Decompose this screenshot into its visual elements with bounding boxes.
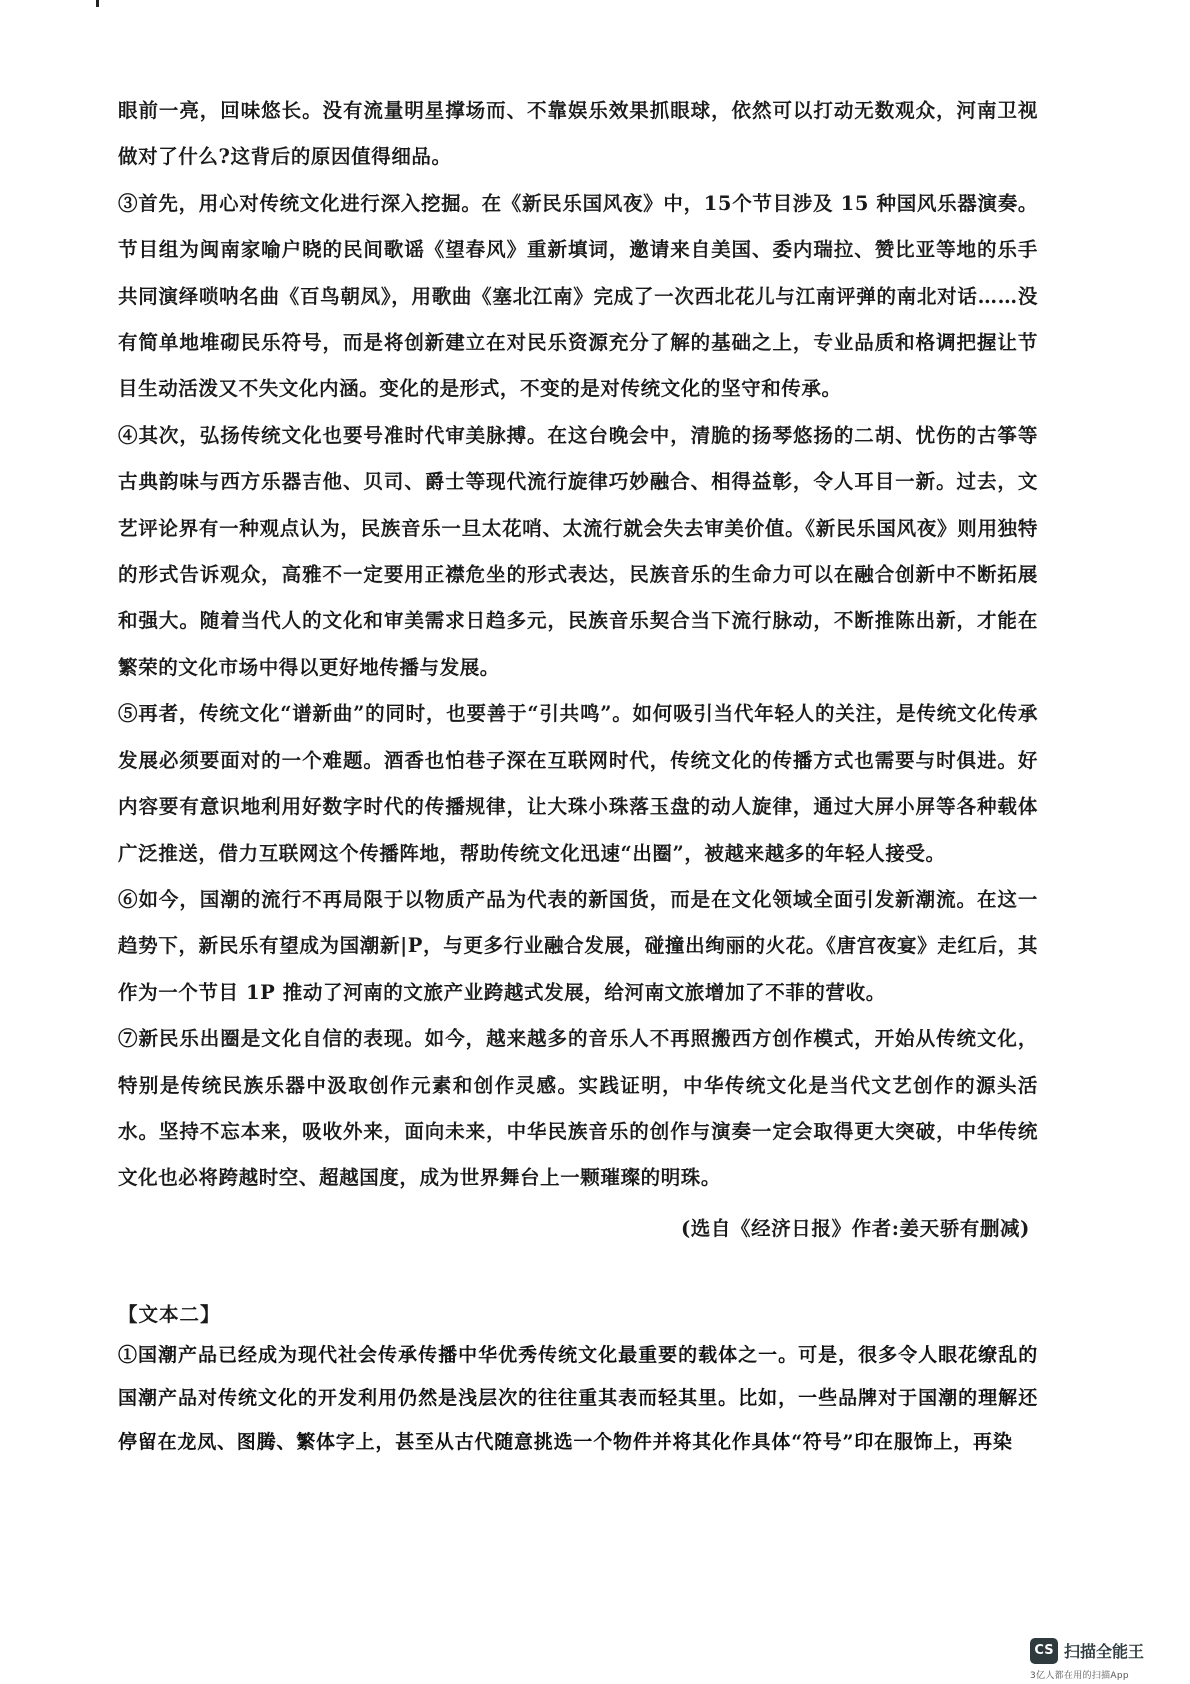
document-page <box>118 88 1038 1464</box>
paragraph-3: ③首先，用心对传统文化进行深入挖掘。在《新民乐国风夜》中，15个节目涉及 15 种国风乐器演奏。节目组为闽南家喻户晓的民间歌谣《望春风》重新填词，邀请来自美国、委内瑞拉、赞比亚等地的乐手共同演绎唢呐名曲《百鸟朝凤》，用歌曲《塞北江南》完成了一次西北花儿与江南评弹的南北对话……没有简单地堆砌民乐符号，而是将创新建立在对民乐资源充分了解的基础之上，专业品质和格调把握让节目生动活泼又不失文化内涵。变化的是形式，不变的是对传统文化的坚守和传承。 <box>118 191 1038 401</box>
watermark-app-name: 扫描全能王 <box>1064 1642 1145 1661</box>
paragraph-intro-continued: 眼前一亮，回味悠长。没有流量明星撑场而、不靠娱乐效果抓眼球，依然可以打动无数观众，河南卫视做对了什么?这背后的原因值得细品。 <box>118 99 1038 169</box>
paragraph-5: ⑤再者，传统文化“谱新曲”的同时，也要善于“引共鸣”。如何吸引当代年轻人的关注，是传统文化传承发展必须要面对的一个难题。酒香也怕巷子深在互联网时代，传统文化的传播方式也需要与时俱进。好内容要有意识地利用好数字时代的传播规律，让大珠小珠落玉盘的动人旋律，通过大屏小屏等各种载体广泛推送，借力互联网这个传播阵地，帮助传统文化迅速“出圈”，被越来越多的年轻人接受。 <box>118 702 1038 865</box>
watermark-tagline: 3亿人都在用的扫描App <box>1030 1671 1129 1681</box>
section-heading-text-two: 【文本二】 <box>118 1302 221 1326</box>
camscanner-logo-icon: CS <box>1030 1638 1058 1664</box>
paragraph-4: ④其次，弘扬传统文化也要号准时代审美脉搏。在这台晚会中，清脆的扬琴悠扬的二胡、忧伤的古筝等古典韵味与西方乐器吉他、贝司、爵士等现代流行旋律巧妙融合、相得益彰，令人耳目一新。过去，文艺评论界有一种观点认为，民族音乐一旦太花哨、太流行就会失去审美价值。《新民乐国风夜》则用独特的形式告诉观众，高雅不一定要用正襟危坐的形式表达，民族音乐的生命力可以在融合创新中不断拓展和强大。随着当代人的文化和审美需求日趋多元，民族音乐契合当下流行脉动，不断推陈出新，才能在繁荣的文化市场中得以更好地传播与发展。 <box>118 423 1038 679</box>
scan-corner-mark <box>96 0 99 7</box>
source-citation: (选自《经济日报》作者:姜天骄有删减) <box>680 1216 1030 1240</box>
scanner-watermark <box>1030 1638 1180 1681</box>
paragraph-6: ⑥如今，国潮的流行不再局限于以物质产品为代表的新国货，而是在文化领域全面引发新潮流。在这一趋势下，新民乐有望成为国潮新|P，与更多行业融合发展，碰撞出绚丽的火花。《唐宫夜宴》走红后，其作为一个节目 1P 推动了河南的文旅产业跨越式发展，给河南文旅增加了不菲的营收。 <box>118 887 1038 1004</box>
text-two-paragraph-1: ①国潮产品已经成为现代社会传承传播中华优秀传统文化最重要的载体之一。可是，很多令人眼花缭乱的国潮产品对传统文化的开发利用仍然是浅层次的往往重其表而轻其里。比如，一些品牌对于国潮的理解还停留在龙凤、图腾、繁体字上，甚至从古代随意挑选一个物件并将其化作具体“符号”印在服饰上，再染 <box>118 1343 1038 1453</box>
paragraph-7: ⑦新民乐出圈是文化自信的表现。如今，越来越多的音乐人不再照搬西方创作模式，开始从传统文化，特别是传统民族乐器中汲取创作元素和创作灵感。实践证明，中华传统文化是当代文艺创作的源头活水。坚持不忘本来，吸收外来，面向未来，中华民族音乐的创作与演奏一定会取得更大突破，中华传统文化也必将跨越时空、超越国度，成为世界舞台上一颗璀璨的明珠。 <box>118 1027 1038 1190</box>
